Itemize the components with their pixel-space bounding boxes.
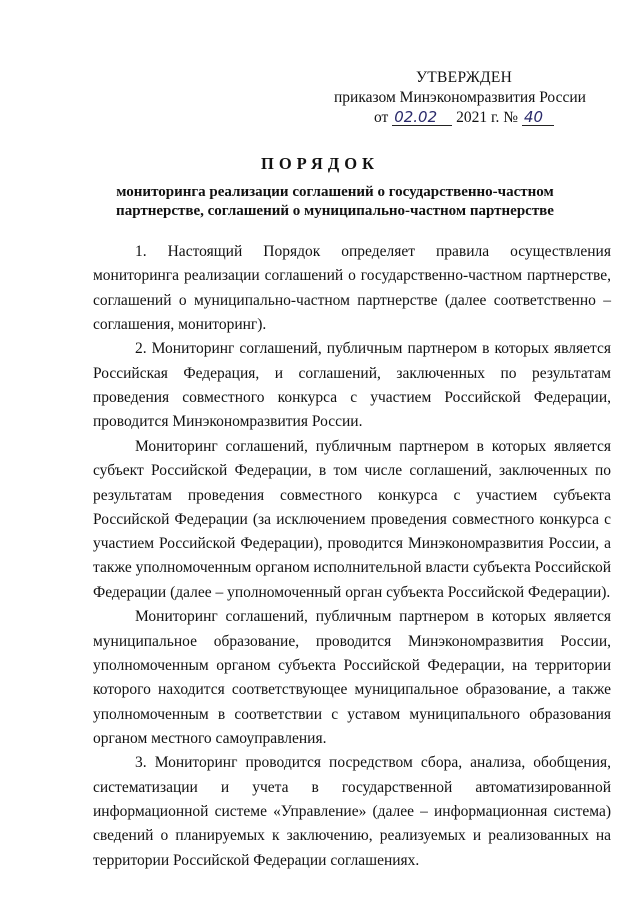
order-line: приказом Минэкономразвития России [334,89,586,106]
paragraph-3: Мониторинг соглашений, публичным партнером в которых является субъект Российской Федерации, в том числе соглашений, заключенных по результатам проведения совместного конкурса с участием субъекта Российской Федерации (за исключением проведения совместного конкурса с участием Российской Федерации), проводится Минэкономразвития России, а также уполномоченным органом исполнительной власти субъекта Российской Федерации (далее – уполномоченный орган субъекта Российской Федерации). [93,437,612,601]
year-number-label: 2021 г. № [456,109,519,126]
approval-block [330,68,600,128]
handwritten-order-number: 40 [522,109,554,126]
date-prefix: от [374,109,389,126]
document-subtitle: мониторинга реализации соглашений о государственно-частном партнерстве, соглашений о муниципально-частном партнерстве [116,184,554,219]
paragraph-4: Мониторинг соглашений, публичным партнером в которых является муниципальное образование, проводится Минэкономразвития России, уполномоченным органом субъекта Российской Федерации, на территории которого находится соответствующее муниципальное образование, а также уполномоченным в соответствии с уставом муниципального образования органом местного самоуправления. [93,608,611,747]
document-body [93,240,611,873]
handwritten-date: 02.02 [392,109,452,126]
approved-label: УТВЕРЖДЕН [416,69,513,86]
paragraph-5: 3. Мониторинг проводится посредством сбора, анализа, обобщения, систематизации и учета в государственной автоматизированной информационной системе «Управление» (далее – информационная система) сведений о планируемых к заключению, реализуемых и реализованных на территории Российской Федерации соглашениях. [93,754,611,869]
paragraph-2: 2. Мониторинг соглашений, публичным партнером в которых является Российская Федерация, и соглашений, заключенных по результатам проведения совместного конкурса с участием Российской Федерации, проводится Минэкономразвития России. [93,340,611,431]
order-date-line [330,108,600,128]
document-title: ПОРЯДОК [261,154,379,173]
paragraph-1: 1. Настоящий Порядок определяет правила осуществления мониторинга реализации соглашений о государственно-частном партнерстве, соглашений о муниципально-частном партнерстве (далее соответственно – соглашения, мониторинг). [93,243,611,333]
